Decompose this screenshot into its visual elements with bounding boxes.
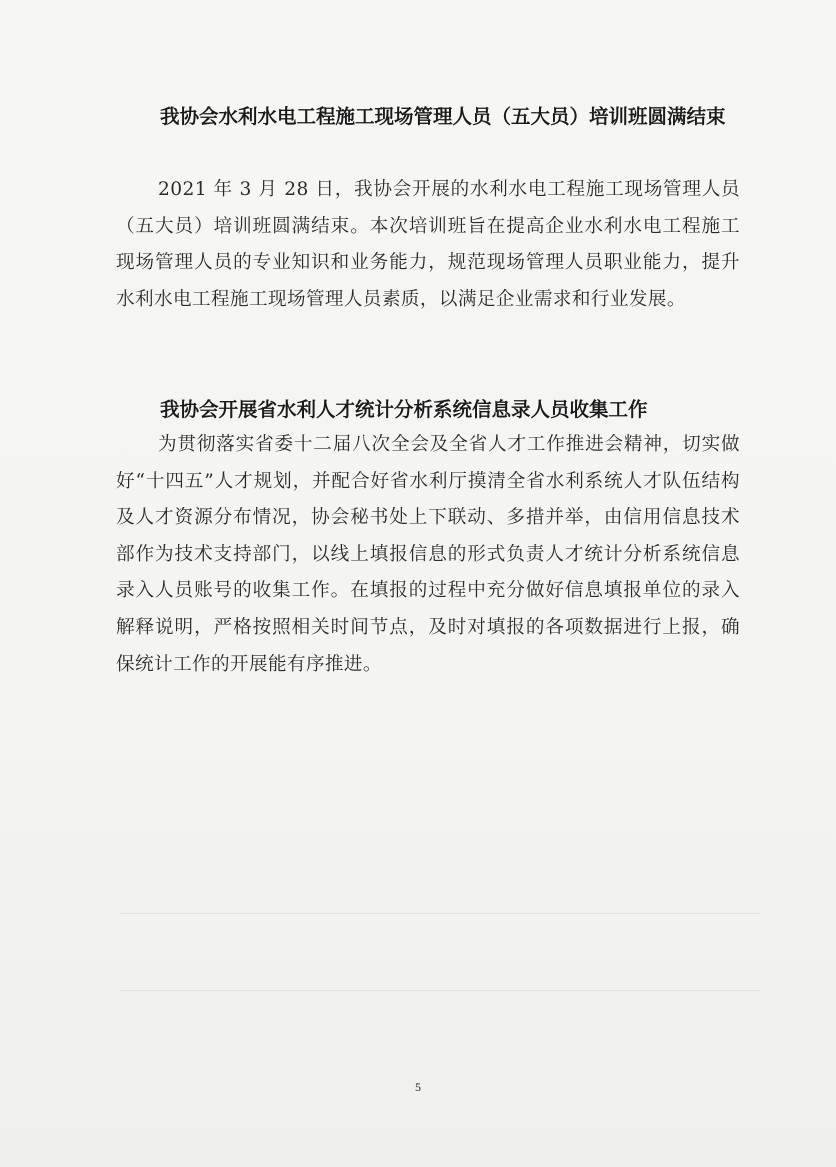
article-2-title: 我协会开展省水利人才统计分析系统信息录人员收集工作 — [160, 398, 648, 421]
article-1-title: 我协会水利水电工程施工现场管理人员（五大员）培训班圆满结束 — [160, 105, 726, 128]
article-1-body: 2021 年 3 月 28 日，我协会开展的水利水电工程施工现场管理人员（五大员）培训班圆满结束。本次培训班旨在提高企业水利水电工程施工现场管理人员的专业知识和业务能力，规范现场管理人员职业能力，提升水利水电工程施工现场管理人员素质，以满足企业需求和行业发展。 — [116, 179, 740, 310]
bleed-through-rule-top — [120, 913, 760, 914]
page-number: 5 — [415, 1080, 421, 1094]
bleed-through-rule-bottom — [120, 990, 760, 991]
article-2-body: 为贯彻落实省委十二届八次全会及全省人才工作推进会精神，切实做好“十四五”人才规划，并配合好省水利厅摸清全省水利系统人才队伍结构及人才资源分布情况，协会秘书处上下联动、多措并举，由信用信息技术部作为技术支持部门，以线上填报信息的形式负责人才统计分析系统信息录入人员账号的收集工作。在填报的过程中充分做好信息填报单位的录入解释说明，严格按照相关时间节点，及时对填报的各项数据进行上报，确保统计工作的开展能有序推进。 — [116, 434, 740, 675]
